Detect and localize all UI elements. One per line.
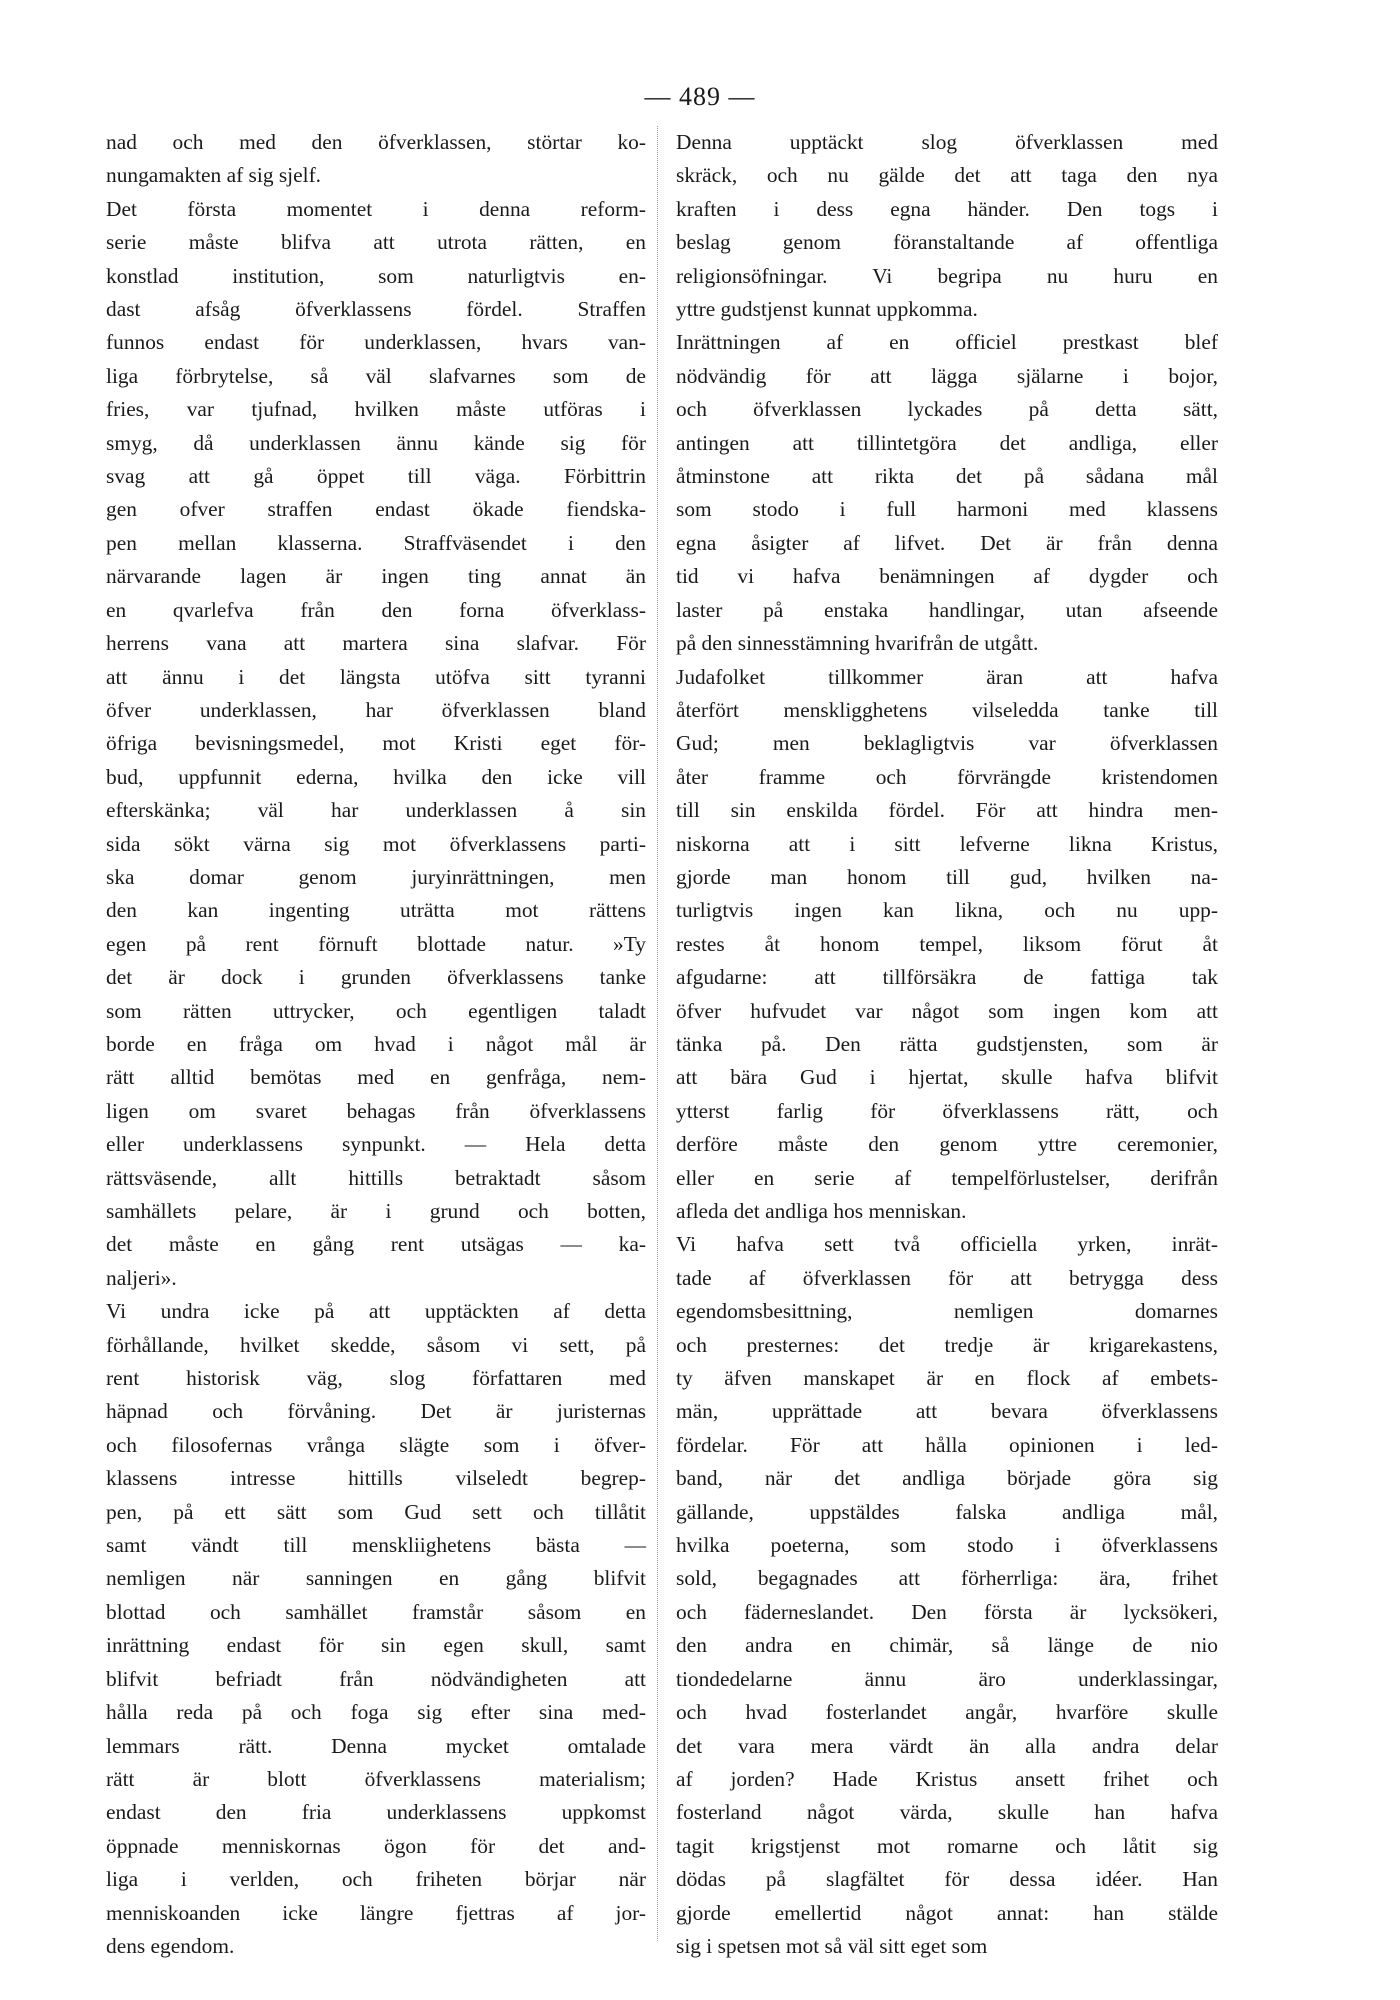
left-column-line: dast afsåg öfverklassens fördel. Straffen (106, 297, 646, 322)
left-column-line: en qvarlefva från den forna öfverklass- (106, 597, 646, 622)
left-column-line: fries, var tjufnad, hvilken måste utföras i (106, 397, 646, 422)
right-column-line: tade af öfverklassen för att betrygga dess (676, 1265, 1218, 1290)
left-column-line: öfriga bevisningsmedel, mot Kristi eget för- (106, 731, 646, 756)
right-column-line: gjorde emellertid något annat: han stälde (676, 1900, 1218, 1925)
left-column-line: samt vändt till menskliighetens bästa — (106, 1533, 646, 1558)
right-column-line: åtminstone att rikta det på sådana mål (676, 464, 1218, 489)
right-column-line: eller en serie af tempelförlustelser, derifrån (676, 1165, 1218, 1190)
left-column-line: herrens vana att martera sina slafvar. För (106, 631, 646, 656)
right-column-line: niskorna att i sitt lefverne likna Kristus, (676, 831, 1218, 856)
left-column-line: ligen om svaret behagas från öfverklassens (106, 1098, 646, 1123)
right-column-line: ytterst farlig för öfverklassens rätt, och (676, 1098, 1218, 1123)
right-column-line: gjorde man honom till gud, hvilken na- (676, 864, 1218, 889)
right-column-line: kraften i dess egna händer. Den togs i (676, 196, 1218, 221)
right-column-line: Inrättningen af en officiel prestkast blef (676, 330, 1218, 355)
right-column (676, 126, 1218, 1963)
right-column-line: religionsöfningar. Vi begripa nu huru en (676, 263, 1218, 288)
right-column-line: tänka på. Den rätta gudstjensten, som är (676, 1031, 1218, 1056)
right-column-line: det vara mera värdt än alla andra delar (676, 1733, 1218, 1758)
right-column-line: band, när det andliga började göra sig (676, 1466, 1218, 1491)
right-column-line: åter framme och förvrängde kristendomen (676, 764, 1218, 789)
right-column-line: dödas på slagfältet för dessa idéer. Han (676, 1867, 1218, 1892)
right-column-line: män, upprättade att bevara öfverklassens (676, 1399, 1218, 1424)
right-column-line: Vi hafva sett två officiella yrken, inrät- (676, 1232, 1218, 1257)
right-column-line: till sin enskilda fördel. För att hindra men- (676, 798, 1218, 823)
left-column-line: samhällets pelare, är i grund och botten, (106, 1199, 646, 1223)
right-column-line: och hvad fosterlandet angår, hvarföre skulle (676, 1700, 1218, 1725)
left-column-line: Det första momentet i denna reform- (106, 196, 646, 221)
left-column-line: endast den fria underklassens uppkomst (106, 1800, 646, 1825)
left-column-line: blottad och samhället framstår såsom en (106, 1599, 646, 1624)
left-column-line: funnos endast för underklassen, hvars van- (106, 330, 646, 355)
right-column-line: fördelar. För att hålla opinionen i led- (676, 1432, 1218, 1457)
left-column-line: svag att gå öppet till väga. Förbittrin (106, 464, 646, 489)
right-column-line: sig i spetsen mot så väl sitt eget som (676, 1933, 988, 1958)
right-column-line: och fäderneslandet. Den första är lycksökeri, (676, 1599, 1218, 1624)
left-column-line: egen på rent förnuft blottade natur. »Ty (106, 931, 646, 956)
left-column-line: lemmars rätt. Denna mycket omtalade (106, 1733, 646, 1758)
left-column-line: inrättning endast för sin egen skull, samt (106, 1633, 646, 1658)
right-column-line: nödvändig för att lägga själarne i bojor, (676, 363, 1218, 388)
left-column-line: dens egendom. (106, 1933, 235, 1958)
right-column-line: Judafolket tillkommer äran att hafva (676, 664, 1218, 689)
right-column-line: sold, begagnades att förherrliga: ära, frihet (676, 1566, 1218, 1591)
right-column-line: skräck, och nu gälde det att taga den nya (676, 163, 1218, 188)
left-column-line: pen mellan klasserna. Straffväsendet i den (106, 530, 646, 555)
right-column-line: gällande, uppstäldes falska andliga mål, (676, 1499, 1218, 1524)
left-column-line: förhållande, hvilket skedde, såsom vi sett, på (106, 1332, 646, 1357)
left-column-line: menniskoanden icke längre fjettras af jor- (106, 1900, 646, 1925)
right-column-line: den andra en chimär, så länge de nio (676, 1633, 1218, 1658)
left-column-line: Vi undra icke på att upptäckten af detta (106, 1299, 646, 1324)
right-column-line: fosterland något värda, skulle han hafva (676, 1800, 1218, 1825)
left-column-line: rätt är blott öfverklassens materialism; (106, 1766, 646, 1791)
left-column-line: häpnad och förvåning. Det är juristernas (106, 1399, 646, 1424)
left-column-line: eller underklassens synpunkt. — Hela detta (106, 1132, 646, 1157)
left-column-line: serie måste blifva att utrota rätten, en (106, 230, 646, 255)
left-column-line: naljeri». (106, 1265, 177, 1290)
right-column-line: tid vi hafva benämningen af dygder och (676, 564, 1218, 589)
right-column-line: att bära Gud i hjertat, skulle hafva blifvit (676, 1065, 1218, 1090)
right-column-line: Denna upptäckt slog öfverklassen med (676, 130, 1218, 154)
right-column-line: afleda det andliga hos menniskan. (676, 1199, 967, 1223)
right-column-line: och öfverklassen lyckades på detta sätt, (676, 397, 1218, 422)
right-column-line: restes åt honom tempel, liksom förut åt (676, 931, 1218, 956)
left-column-line: gen ofver straffen endast ökade fiendska- (106, 497, 646, 522)
left-column-line: nemligen när sanningen en gång blifvit (106, 1566, 646, 1591)
right-column-line: egna åsigter af lifvet. Det är från denna (676, 530, 1218, 555)
right-column-line: tagit krigstjenst mot romarne och låtit sig (676, 1833, 1218, 1858)
right-column-line: och presternes: det tredje är krigarekastens, (676, 1332, 1218, 1357)
right-column-line: turligtvis ingen kan likna, och nu upp- (676, 898, 1218, 923)
right-column-line: ty äfven manskapet är en flock af embets- (676, 1366, 1218, 1391)
right-column-line: af jorden? Hade Kristus ansett frihet och (676, 1766, 1218, 1791)
right-column-line: tiondedelarne ännu äro underklassingar, (676, 1666, 1218, 1691)
right-column-line: laster på enstaka handlingar, utan afseende (676, 597, 1218, 622)
right-column-line: hvilka poeterna, som stodo i öfverklassens (676, 1533, 1218, 1558)
left-column-line: liga förbrytelse, så väl slafvarnes som de (106, 363, 646, 388)
left-column-line: bud, uppfunnit ederna, hvilka den icke vill (106, 764, 646, 789)
right-column-line: öfver hufvudet var något som ingen kom att (676, 998, 1218, 1023)
left-column-line: pen, på ett sätt som Gud sett och tillåtit (106, 1499, 646, 1524)
left-column-line: rent historisk väg, slog författaren med (106, 1366, 646, 1391)
right-column-line: yttre gudstjenst kunnat uppkomma. (676, 297, 978, 322)
left-column-line: hålla reda på och foga sig efter sina med- (106, 1700, 646, 1725)
left-column-line: närvarande lagen är ingen ting annat än (106, 564, 646, 589)
left-column-line: det är dock i grunden öfverklassens tanke (106, 965, 646, 990)
left-column-line: ska domar genom juryinrättningen, men (106, 864, 646, 889)
left-column-line: att ännu i det längsta utöfva sitt tyranni (106, 664, 646, 689)
right-column-line: beslag genom föranstaltande af offentliga (676, 230, 1218, 255)
right-column-line: som stodo i full harmoni med klassens (676, 497, 1218, 522)
right-column-line: antingen att tillintetgöra det andliga, eller (676, 430, 1218, 455)
right-column-line: återfört menskligghetens vilseledda tanke till (676, 697, 1218, 722)
left-column-line: borde en fråga om hvad i något mål är (106, 1031, 646, 1056)
right-column-line: Gud; men beklagligtvis var öfverklassen (676, 731, 1218, 756)
left-column-line: nungamakten af sig sjelf. (106, 163, 322, 188)
left-column-line: öppnade menniskornas ögon för det and- (106, 1833, 646, 1858)
left-column-line: klassens intresse hittills vilseledt begrep- (106, 1466, 646, 1491)
left-column-line: sida sökt värna sig mot öfverklassens parti- (106, 831, 646, 856)
page-number: — 489 — (644, 82, 756, 111)
column-divider (657, 126, 658, 1941)
left-column-line: blifvit befriadt från nödvändigheten att (106, 1666, 646, 1691)
left-column (106, 126, 646, 1963)
left-column-line: rätt alltid bemötas med en genfråga, nem- (106, 1065, 646, 1090)
left-column-line: efterskänka; väl har underklassen å sin (106, 798, 646, 823)
right-column-line: egendomsbesittning, nemligen domarnes (676, 1299, 1218, 1324)
right-column-line: på den sinnesstämning hvarifrån de utgått. (676, 631, 1039, 656)
left-column-line: liga i verlden, och friheten börjar när (106, 1867, 646, 1892)
left-column-line: rättsväsende, allt hittills betraktadt såsom (106, 1165, 646, 1190)
right-column-line: afgudarne: att tillförsäkra de fattiga tak (676, 965, 1218, 990)
left-column-line: den kan ingenting uträtta mot rättens (106, 898, 646, 923)
left-column-line: det måste en gång rent utsägas — ka- (106, 1232, 646, 1257)
left-column-line: öfver underklassen, har öfverklassen bland (106, 697, 646, 722)
left-column-line: nad och med den öfverklassen, störtar ko- (106, 130, 646, 154)
left-column-line: som rätten uttrycker, och egentligen taladt (106, 998, 646, 1023)
left-column-line: smyg, då underklassen ännu kände sig för (106, 430, 646, 455)
left-column-line: konstlad institution, som naturligtvis en- (106, 263, 646, 288)
left-column-line: och filosofernas vrånga slägte som i öfver- (106, 1432, 646, 1457)
right-column-line: derföre måste den genom yttre ceremonier, (676, 1132, 1218, 1157)
